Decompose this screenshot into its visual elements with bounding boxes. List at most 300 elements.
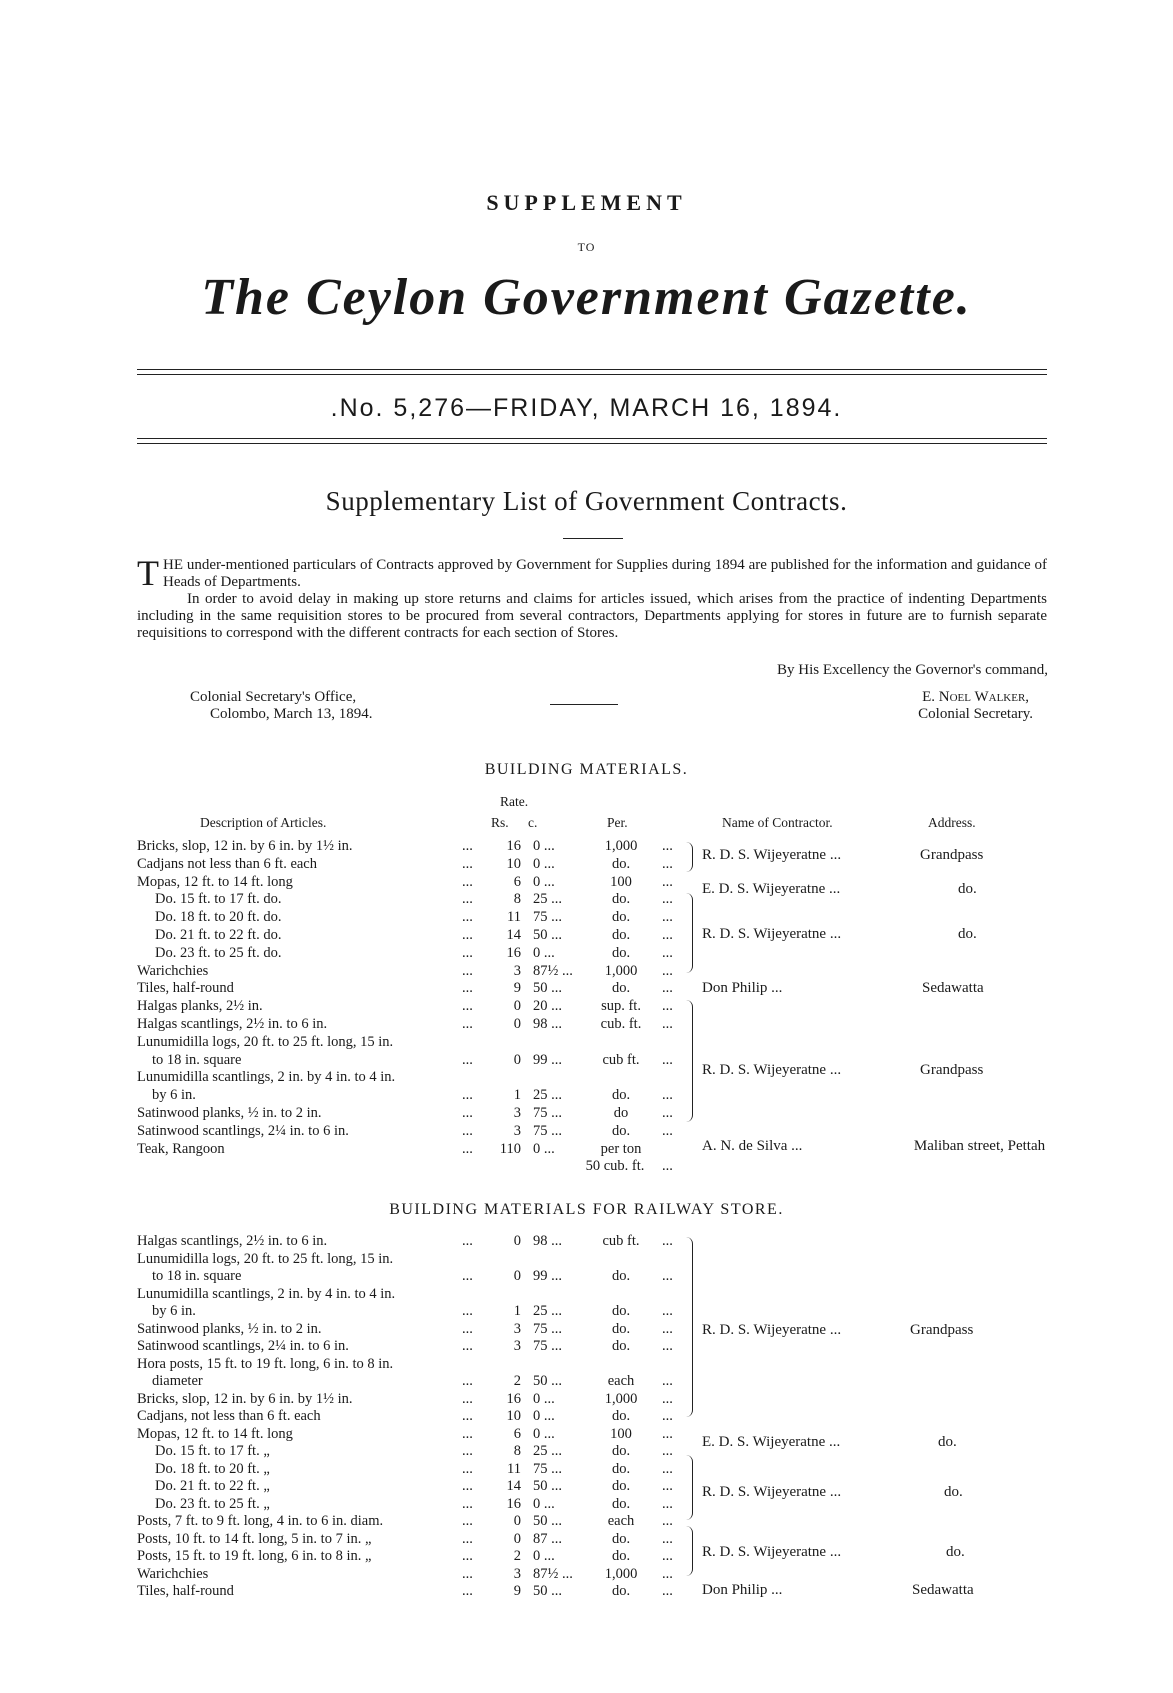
rate-rupees: 6: [513, 1425, 521, 1442]
leader-dots: ...: [462, 1495, 473, 1512]
article-description: Lunumidilla logs, 20 ft. to 25 ft. long, 15 in.: [137, 1250, 394, 1267]
rate-rupees: 16: [506, 944, 521, 961]
contractor-name: R. D. S. Wijeyeratne ...: [702, 1484, 842, 1500]
per-unit: do.: [611, 980, 631, 997]
leader-dots: ...: [462, 927, 473, 943]
table-row: [0, 963, 1173, 980]
table-row: [0, 1052, 1173, 1069]
rate-cents: 0 ...: [533, 1408, 555, 1424]
bottom-rule-2: [137, 443, 1047, 444]
rate-rupees: 110: [499, 1140, 521, 1157]
contractor-address: Sedawatta: [912, 1582, 974, 1598]
to-word: TO: [577, 240, 596, 254]
rate-rupees: 0: [513, 1530, 521, 1547]
issue-line: .No. 5,276—FRIDAY, MARCH 16, 1894.: [330, 394, 843, 422]
rate-rupees: 3: [513, 1565, 521, 1582]
per-unit: do.: [611, 944, 631, 961]
article-description: Do. 15 ft. to 17 ft. „: [155, 1443, 270, 1459]
top-rule-2: [137, 374, 1047, 375]
rate-cents: 25 ...: [533, 1443, 562, 1459]
table-row: [0, 1531, 1173, 1548]
per-unit: 50 cub. ft.: [585, 1158, 645, 1175]
table-row: [0, 998, 1173, 1015]
table-row: [0, 1566, 1173, 1583]
contractor-address: do.: [938, 1434, 957, 1450]
leader-dots: ...: [662, 1338, 673, 1354]
table-row: [0, 945, 1173, 962]
leader-dots: ...: [462, 838, 473, 854]
contractor-name: Don Philip ...: [702, 1582, 783, 1598]
table-row: [0, 838, 1173, 855]
article-description: Mopas, 12 ft. to 14 ft. long: [137, 873, 293, 890]
rate-cents: 75 ...: [533, 1338, 562, 1354]
leader-dots: ...: [462, 1460, 473, 1477]
per-unit: do.: [611, 1460, 631, 1477]
leader-dots: ...: [662, 1565, 673, 1582]
leader-dots: ...: [662, 1268, 673, 1284]
article-description: Halgas planks, 2½ in.: [137, 998, 263, 1015]
rate-rupees: 1: [513, 1087, 521, 1104]
table-row: [0, 1286, 1173, 1303]
leader-dots: ...: [462, 855, 473, 872]
contractor-address: do.: [944, 1484, 963, 1500]
office-line-1: Colonial Secretary's Office,: [190, 689, 357, 705]
secretary-signature: [918, 689, 1033, 723]
rate-cents: 0 ...: [533, 1548, 555, 1564]
signoff-divider: [550, 704, 618, 705]
rate-cents: 87½ ...: [533, 1565, 573, 1582]
table-row: [0, 1391, 1173, 1408]
leader-dots: ...: [462, 1051, 473, 1068]
rate-cents: 98 ...: [533, 1016, 562, 1032]
rate-rupees: 11: [507, 1460, 521, 1477]
article-description: Cadjans not less than 6 ft. each: [137, 855, 317, 872]
per-unit: do.: [611, 1303, 631, 1319]
rate-cents: 50 ...: [533, 1373, 562, 1389]
leader-dots: ...: [662, 855, 673, 872]
leader-dots: ...: [462, 1140, 473, 1157]
leader-dots: ...: [662, 1303, 673, 1319]
rate-cents: 0 ...: [533, 1495, 555, 1512]
per-unit: 1,000: [604, 1565, 638, 1582]
leader-dots: ...: [662, 1495, 673, 1512]
article-description: Hora posts, 15 ft. to 19 ft. long, 6 in. to 8 in.: [137, 1355, 394, 1372]
per-unit: each: [607, 1373, 635, 1389]
bottom-rule-1: [137, 438, 1047, 439]
per-header: Per.: [607, 815, 628, 830]
per-unit: do.: [611, 1320, 631, 1337]
rate-cents: 25 ...: [533, 1303, 562, 1319]
contractor-address: do.: [958, 926, 977, 942]
table-row: [0, 1034, 1173, 1051]
dropcap: T: [137, 553, 159, 593]
article-description: to 18 in. square: [152, 1051, 242, 1068]
table-row: [0, 1373, 1173, 1390]
rate-rupees: 3: [513, 1122, 521, 1139]
group-brace: [686, 1000, 693, 1122]
rate-rupees: 11: [507, 909, 521, 926]
contractor-name: R. D. S. Wijeyeratne ...: [702, 1544, 842, 1560]
article-description: Satinwood planks, ½ in. to 2 in.: [137, 1105, 322, 1121]
per-unit: do.: [611, 1530, 631, 1547]
rs-header: Rs.: [491, 815, 509, 830]
leader-dots: ...: [662, 909, 673, 926]
table-row: [0, 1426, 1173, 1443]
leader-dots: ...: [662, 962, 673, 979]
per-unit: 100: [610, 873, 632, 890]
table-row: [0, 1496, 1173, 1513]
leader-dots: ...: [462, 1425, 473, 1442]
leader-dots: ...: [462, 944, 473, 961]
table-row: [0, 1548, 1173, 1565]
leader-dots: ...: [662, 1583, 673, 1599]
rate-rupees: 6: [513, 873, 521, 890]
contractor-header: Name of Contractor.: [722, 815, 833, 830]
list-heading: Supplementary List of Government Contracts.: [325, 486, 848, 516]
article-description: Lunumidilla logs, 20 ft. to 25 ft. long, 15 in.: [137, 1033, 394, 1050]
rate-rupees: 0: [513, 998, 521, 1015]
per-unit: do.: [611, 1122, 631, 1139]
article-description: Do. 21 ft. to 22 ft. „: [155, 1478, 270, 1494]
article-description: Do. 23 ft. to 25 ft. do.: [155, 944, 282, 961]
table-row: [0, 1478, 1173, 1495]
per-unit: do: [613, 1105, 629, 1121]
rate-cents: 0 ...: [533, 1390, 555, 1407]
per-unit: sup. ft.: [601, 998, 641, 1015]
leader-dots: ...: [662, 1320, 673, 1337]
per-unit: do.: [611, 1408, 631, 1424]
rate-cents: 87½ ...: [533, 962, 573, 979]
leader-dots: ...: [462, 1443, 473, 1459]
rate-rupees: 3: [513, 1320, 521, 1337]
contractor-name: A. N. de Silva ...: [702, 1138, 803, 1154]
table-row: [0, 856, 1173, 873]
intro-text: [137, 553, 1047, 642]
c-header: c.: [528, 815, 538, 830]
table-row: [0, 1105, 1173, 1122]
article-description: Satinwood planks, ½ in. to 2 in.: [137, 1320, 322, 1337]
rate-cents: 99 ...: [533, 1051, 562, 1068]
leader-dots: ...: [662, 1460, 673, 1477]
table-row: [0, 1303, 1173, 1320]
table-row: [0, 874, 1173, 891]
section-2-title: BUILDING MATERIALS FOR RAILWAY STORE.: [389, 1201, 784, 1218]
article-description: Bricks, slop, 12 in. by 6 in. by 1½ in.: [137, 1390, 353, 1407]
table-row: [0, 980, 1173, 997]
rate-rupees: 9: [513, 980, 521, 997]
article-description: Do. 18 ft. to 20 ft. „: [155, 1460, 270, 1477]
article-description: Halgas scantlings, 2½ in. to 6 in.: [137, 1016, 328, 1032]
article-description: Lunumidilla scantlings, 2 in. by 4 in. to 4 in.: [137, 1285, 396, 1302]
description-header: Description of Articles.: [200, 815, 327, 830]
leader-dots: ...: [462, 1373, 473, 1389]
per-unit: do.: [611, 855, 631, 872]
leader-dots: ...: [462, 1338, 473, 1354]
article-description: Posts, 15 ft. to 19 ft. long, 6 in. to 8 in. „: [137, 1548, 372, 1564]
short-divider: [563, 538, 623, 539]
table-row: [0, 927, 1173, 944]
gazette-title: The Ceylon Government Gazette.: [201, 269, 972, 326]
article-description: diameter: [152, 1373, 203, 1389]
rate-rupees: 14: [506, 1478, 521, 1494]
leader-dots: ...: [462, 1087, 473, 1104]
rate-cents: 25 ...: [533, 1087, 562, 1104]
per-unit: per ton: [600, 1140, 642, 1157]
leader-dots: ...: [462, 873, 473, 890]
leader-dots: ...: [662, 1051, 673, 1068]
rate-rupees: 0: [513, 1513, 521, 1529]
article-description: Bricks, slop, 12 in. by 6 in. by 1½ in.: [137, 838, 353, 854]
per-unit: each: [607, 1513, 635, 1529]
leader-dots: ...: [662, 873, 673, 890]
leader-dots: ...: [462, 1233, 473, 1249]
article-description: Do. 23 ft. to 25 ft. „: [155, 1495, 270, 1512]
per-unit: do.: [611, 1087, 631, 1104]
group-brace: [686, 893, 693, 973]
rate-rupees: 16: [506, 1495, 521, 1512]
rate-cents: 75 ...: [533, 1320, 562, 1337]
table-row: [0, 891, 1173, 908]
per-unit: do.: [611, 1583, 631, 1599]
supplement-heading: SUPPLEMENT: [486, 190, 687, 215]
table-row: [0, 1338, 1173, 1355]
article-description: Do. 21 ft. to 22 ft. do.: [155, 927, 282, 943]
leader-dots: ...: [662, 998, 673, 1015]
article-description: Satinwood scantlings, 2¼ in. to 6 in.: [137, 1338, 349, 1354]
per-unit: do.: [611, 1443, 631, 1459]
article-description: Posts, 10 ft. to 14 ft. long, 5 in. to 7 in. „: [137, 1530, 372, 1547]
contractor-name: Don Philip ...: [702, 980, 783, 996]
leader-dots: ...: [662, 1513, 673, 1529]
leader-dots: ...: [662, 1158, 673, 1175]
per-unit: cub ft.: [602, 1233, 640, 1249]
article-description: Do. 18 ft. to 20 ft. do.: [155, 909, 282, 926]
rate-cents: 0 ...: [533, 944, 555, 961]
leader-dots: ...: [462, 1565, 473, 1582]
contractor-address: do.: [946, 1544, 965, 1560]
rate-rupees: 1: [513, 1303, 521, 1319]
leader-dots: ...: [462, 998, 473, 1015]
contractor-name: R. D. S. Wijeyeratne ...: [702, 1322, 842, 1338]
leader-dots: ...: [462, 1548, 473, 1564]
office-address: [190, 689, 373, 723]
contractor-address: Grandpass: [910, 1322, 974, 1338]
rate-rupees: 16: [506, 838, 521, 854]
leader-dots: ...: [662, 1425, 673, 1442]
leader-dots: ...: [462, 891, 473, 908]
article-description: Cadjans, not less than 6 ft. each: [137, 1408, 321, 1424]
rate-rupees: 16: [506, 1390, 521, 1407]
leader-dots: ...: [462, 1408, 473, 1424]
leader-dots: ...: [662, 1087, 673, 1104]
office-line-2: Colombo, March 13, 1894.: [210, 706, 373, 722]
rate-rupees: 3: [513, 1338, 521, 1354]
rate-rupees: 2: [513, 1548, 521, 1564]
article-description: Tiles, half-round: [137, 980, 234, 997]
per-unit: 1,000: [604, 838, 638, 854]
table-row: [0, 1321, 1173, 1338]
contractor-address: Maliban street, Pettah: [913, 1138, 1046, 1154]
group-brace: [686, 842, 693, 872]
per-unit: do.: [611, 1338, 631, 1354]
article-description: to 18 in. square: [152, 1268, 242, 1284]
per-unit: do.: [611, 1495, 631, 1512]
rate-rupees: 8: [513, 1443, 521, 1459]
contractor-name: R. D. S. Wijeyeratne ...: [702, 926, 842, 942]
article-description: Warichchies: [137, 1565, 209, 1582]
table-row: [0, 1461, 1173, 1478]
rate-cents: 50 ...: [533, 927, 562, 943]
contractor-address: Grandpass: [920, 847, 984, 863]
table-row: [0, 1408, 1173, 1425]
rate-cents: 50 ...: [533, 1583, 562, 1599]
leader-dots: ...: [462, 980, 473, 997]
rate-cents: 25 ...: [533, 891, 562, 908]
article-description: Do. 15 ft. to 17 ft. do.: [155, 891, 282, 908]
leader-dots: ...: [462, 1105, 473, 1121]
contractor-address: Grandpass: [920, 1062, 984, 1078]
leader-dots: ...: [462, 1390, 473, 1407]
leader-dots: ...: [662, 1478, 673, 1494]
contractor-name: E. D. S. Wijeyeratne ...: [702, 881, 841, 897]
rate-cents: 87 ...: [533, 1530, 562, 1547]
contractor-name: R. D. S. Wijeyeratne ...: [702, 847, 842, 863]
rate-rupees: 0: [513, 1016, 521, 1032]
leader-dots: ...: [662, 1105, 673, 1121]
article-description: Teak, Rangoon: [137, 1140, 225, 1157]
table-row: [0, 1016, 1173, 1033]
rate-cents: 20 ...: [533, 998, 562, 1015]
contractor-name: E. D. S. Wijeyeratne ...: [702, 1434, 841, 1450]
secretary-title: Colonial Secretary.: [918, 706, 1033, 722]
leader-dots: ...: [662, 980, 673, 997]
per-unit: do.: [611, 891, 631, 908]
rate-cents: 50 ...: [533, 1513, 562, 1529]
leader-dots: ...: [662, 1443, 673, 1459]
rate-cents: 0 ...: [533, 1140, 555, 1157]
table-row: [0, 1583, 1173, 1600]
table-row: [0, 1233, 1173, 1250]
article-description: Satinwood scantlings, 2¼ in. to 6 in.: [137, 1122, 349, 1139]
rate-cents: 98 ...: [533, 1233, 562, 1249]
article-description: Tiles, half-round: [137, 1583, 234, 1599]
section-1-title: BUILDING MATERIALS.: [484, 761, 689, 778]
table-row: [0, 1158, 1173, 1175]
group-brace: [686, 1526, 693, 1576]
rate-cents: 75 ...: [533, 1122, 562, 1139]
leader-dots: ...: [662, 1373, 673, 1389]
rate-rupees: 0: [513, 1268, 521, 1284]
contractor-address: do.: [958, 881, 977, 897]
table-row: [0, 1087, 1173, 1104]
leader-dots: ...: [462, 1320, 473, 1337]
rate-rupees: 2: [513, 1373, 521, 1389]
leader-dots: ...: [462, 1478, 473, 1494]
rate-cents: 99 ...: [533, 1268, 562, 1284]
governor-command: By His Excellency the Governor's command,: [777, 662, 1048, 678]
secretary-name: E. Noel Walker,: [922, 689, 1030, 705]
rate-header: Rate.: [500, 794, 529, 809]
per-unit: cub ft.: [602, 1051, 640, 1068]
leader-dots: ...: [462, 1016, 473, 1032]
rate-rupees: 8: [513, 891, 521, 908]
leader-dots: ...: [662, 1408, 673, 1424]
rate-cents: 0 ...: [533, 873, 555, 890]
rate-cents: 75 ...: [533, 1105, 562, 1121]
leader-dots: ...: [662, 1233, 673, 1249]
article-description: Warichchies: [137, 962, 209, 979]
per-unit: do.: [611, 1478, 631, 1494]
leader-dots: ...: [462, 1303, 473, 1319]
article-description: Halgas scantlings, 2½ in. to 6 in.: [137, 1233, 328, 1249]
contractor-address: Sedawatta: [922, 980, 984, 996]
leader-dots: ...: [462, 1530, 473, 1547]
article-description: Mopas, 12 ft. to 14 ft. long: [137, 1425, 293, 1442]
group-brace: [686, 1455, 693, 1520]
per-unit: do.: [611, 1268, 631, 1284]
rate-cents: 75 ...: [533, 1460, 562, 1477]
leader-dots: ...: [462, 1513, 473, 1529]
leader-dots: ...: [662, 1390, 673, 1407]
article-description: Posts, 7 ft. to 9 ft. long, 4 in. to 6 in. diam.: [137, 1513, 384, 1529]
rate-cents: 0 ...: [533, 855, 555, 872]
leader-dots: ...: [462, 1122, 473, 1139]
rate-cents: 0 ...: [533, 838, 555, 854]
leader-dots: ...: [462, 1583, 473, 1599]
leader-dots: ...: [662, 1548, 673, 1564]
table-row: [0, 1069, 1173, 1086]
leader-dots: ...: [662, 1530, 673, 1547]
rate-rupees: 3: [513, 962, 521, 979]
leader-dots: ...: [662, 1016, 673, 1032]
leader-dots: ...: [462, 962, 473, 979]
rate-rupees: 0: [513, 1233, 521, 1249]
per-unit: do.: [611, 1548, 631, 1564]
per-unit: 1,000: [604, 962, 638, 979]
article-description: Lunumidilla scantlings, 2 in. by 4 in. to 4 in.: [137, 1069, 396, 1086]
leader-dots: ...: [662, 838, 673, 854]
leader-dots: ...: [662, 1122, 673, 1139]
address-header: Address.: [928, 815, 976, 830]
rate-rupees: 10: [506, 855, 521, 872]
leader-dots: ...: [462, 909, 473, 926]
group-brace: [686, 1237, 693, 1417]
article-description: by 6 in.: [152, 1303, 196, 1319]
article-description: by 6 in.: [152, 1087, 196, 1104]
leader-dots: ...: [662, 944, 673, 961]
table-row: [0, 1251, 1173, 1268]
rate-cents: 50 ...: [533, 980, 562, 997]
per-unit: do.: [611, 927, 631, 943]
per-unit: 100: [610, 1425, 632, 1442]
rate-rupees: 9: [513, 1583, 521, 1599]
table-row: [0, 1443, 1173, 1460]
rate-rupees: 10: [506, 1408, 521, 1424]
intro-para-2: In order to avoid delay in making up store returns and claims for articles issued, which arises from the practice of indenting Departments including in the same requisition stores to be procured from several contractors, Departments applying for stores in future are to furnish separate requisitions to correspond with the different contracts for each section of Stores.: [137, 591, 1047, 641]
intro-para-1: HE under-mentioned particulars of Contracts approved by Government for Supplies during 1894 are published for the information and guidance of Heads of Departments.: [163, 557, 1047, 590]
rate-rupees: 0: [513, 1051, 521, 1068]
table-row: [0, 1268, 1173, 1285]
rate-cents: 0 ...: [533, 1425, 555, 1442]
per-unit: cub. ft.: [600, 1016, 642, 1032]
leader-dots: ...: [462, 1268, 473, 1284]
leader-dots: ...: [662, 891, 673, 908]
per-unit: do.: [611, 909, 631, 926]
per-unit: 1,000: [604, 1390, 638, 1407]
rate-rupees: 14: [506, 927, 521, 943]
top-rule-1: [137, 369, 1047, 370]
table-row: [0, 909, 1173, 926]
